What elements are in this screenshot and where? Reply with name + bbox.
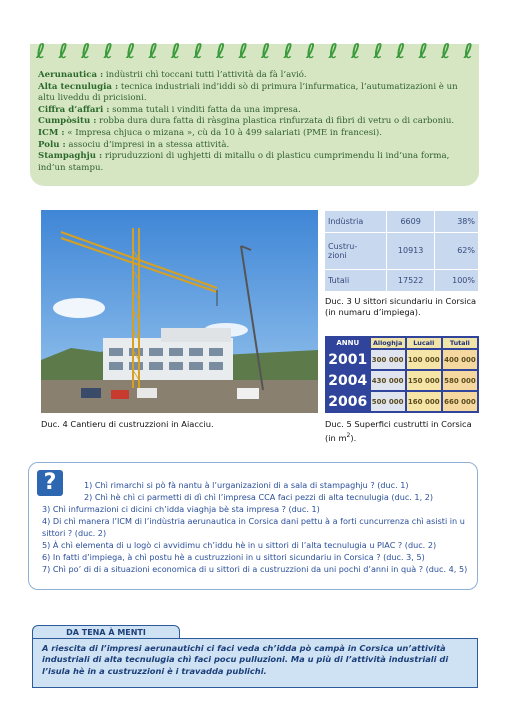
question-mark-icon: ? xyxy=(37,470,63,496)
table-row xyxy=(327,350,477,369)
surface-table xyxy=(325,336,479,413)
table-cell: 430 000 xyxy=(371,371,405,390)
table-cell: 17522 xyxy=(387,269,435,291)
table-header: Alloghja xyxy=(371,338,405,348)
table-cell: 500 000 xyxy=(371,392,405,411)
spiral-icon: ℓ xyxy=(261,39,271,63)
spiral-icon: ℓ xyxy=(351,39,361,63)
remember-box: A riescita di l’impresi aerunautichi ci faci veda ch’idda pò campà in Corsica un’attività industriali di alta tecnulugia chì faci pocu pulluzioni. Ma u più di l’attività industriali di l’isula hè in a custruzzioni è i travadda publichi. xyxy=(32,638,478,688)
spiral-icon: ℓ xyxy=(441,39,451,63)
question-item: 4) Di chì manera l’ICM di l’indùstria aerunautica in Corsica dani pettu à a forti cuncurrenza chì asisti in u sittori ? (duc. 2) xyxy=(42,516,465,538)
question-item: 3) Chì infurmazioni ci dicini ch’idda viaghja bè sta impresa ? (duc. 1) xyxy=(42,504,320,514)
employment-table xyxy=(324,210,479,292)
table-cell: 2004 xyxy=(328,372,368,389)
table-header: Tutali xyxy=(443,338,477,348)
table-cell: 580 000 xyxy=(443,371,477,390)
table-row xyxy=(327,371,477,390)
spiral-icon: ℓ xyxy=(328,39,338,63)
spiral-icon: ℓ xyxy=(396,39,406,63)
employment-table-caption: Duc. 3 U sittori sicundariu in Corsica (in numaru d’impiega). xyxy=(325,296,477,317)
glossary-text xyxy=(38,70,470,174)
spiral-icon: ℓ xyxy=(283,39,293,63)
question-item: 7) Chì po’ di di a situazioni economica di u sittori di a custruzzioni da uni pochi d’anni in quà ? (duc. 4, 5) xyxy=(42,564,468,574)
spiral-icon: ℓ xyxy=(148,39,158,63)
question-item: 2) Chì hè chì ci parmetti di dì chì l’impresa CCA faci pezzi di alta tecnulugia (duc. 1, 2) xyxy=(84,492,434,502)
spiral-icon: ℓ xyxy=(171,39,181,63)
table-cell: 2006 xyxy=(328,393,368,410)
table-header-row xyxy=(327,338,477,348)
photo-caption: Duc. 4 Cantieru di custruzzioni in Aiacciu. xyxy=(41,419,214,429)
table-cell: Custru- zioni xyxy=(325,233,387,270)
glossary-entry: Alta tecnulugia : tecnica industriali ind’iddi sò di primura l’infurmatica, l’autumatizazioni è un altu liveddu di pricisioni. xyxy=(38,81,458,104)
table-cell: 2001 xyxy=(328,351,368,368)
table-cell: Indùstria xyxy=(325,211,387,233)
table-cell: 400 000 xyxy=(443,350,477,369)
glossary-entry: Cumpòsitu : robba dura dura fatta di ràsgina plastica rinfurzata di fibri di vetru o di carboniu. xyxy=(38,116,455,127)
glossary-entry: Ciffra d’affari : somma tutali i vinditi fatta da una impresa. xyxy=(38,104,301,115)
spiral-icon: ℓ xyxy=(306,39,316,63)
table-cell: 160 000 xyxy=(407,392,441,411)
question-item: 6) In fatti d’impiega, à chì postu hè a custruzzioni in u sittori sicundariu in Corsica ? (duc. 3, 5) xyxy=(42,552,425,562)
table-cell: 38% xyxy=(435,211,479,233)
table-cell: 6609 xyxy=(387,211,435,233)
table-cell: 100% xyxy=(435,269,479,291)
spiral-icon: ℓ xyxy=(418,39,428,63)
table-cell: 62% xyxy=(435,233,479,270)
table-cell: 300 000 xyxy=(371,350,405,369)
spiral-icon: ℓ xyxy=(103,39,113,63)
surface-table-caption: Duc. 5 Superfici custrutti in Corsica (in $m^2$). xyxy=(325,419,472,443)
spiral-icon: ℓ xyxy=(58,39,68,63)
spiral-icon: ℓ xyxy=(238,39,248,63)
table-cell: 660 000 xyxy=(443,392,477,411)
table-header: Lucali xyxy=(407,338,441,348)
question-item: 5) À chì elementa di u logò ci avvidimu ch’iddu hè in u sittori di l’alta tecnulugia u PIAC ? (duc. 2) xyxy=(42,540,437,550)
table-cell: 150 000 xyxy=(407,371,441,390)
table-row xyxy=(325,269,479,291)
construction-photo xyxy=(41,210,318,413)
table-row xyxy=(327,392,477,411)
table-cell: 10913 xyxy=(387,233,435,270)
spiral-icon: ℓ xyxy=(463,39,473,63)
spiral-icon: ℓ xyxy=(216,39,226,63)
spiral-icon: ℓ xyxy=(373,39,383,63)
spiral-icon: ℓ xyxy=(126,39,136,63)
spiral-icon: ℓ xyxy=(193,39,203,63)
table-row xyxy=(325,233,479,270)
glossary-entry: Aerunautica : indùstrii chì toccani tutti l’attività da fà l’avió. xyxy=(38,70,307,80)
question-item: 1) Chì rimarchi si pò fà nantu à l’urganizazioni di a sala di stampaghju ? (duc. 1) xyxy=(84,480,409,490)
table-cell: Tutali xyxy=(325,269,387,291)
glossary-entry: Polu : associu d’impresi in a stessa attività. xyxy=(38,139,230,150)
glossary-entry: ICM : « Impresa chjuca o mizana », cù da 10 à 499 salariati (PME in francesi). xyxy=(38,127,383,138)
table-header: ANNU xyxy=(327,338,369,348)
remember-tab: DA TENA À MENTI xyxy=(32,625,180,640)
spiral-icon: ℓ xyxy=(36,39,46,63)
glossary-entry: Stampaghju : ripruduzzioni di ughjetti di mitallu o di plasticu cumprimendu li ind’una forma, ind’un stampu. xyxy=(38,151,450,173)
questions-list xyxy=(42,479,470,575)
table-row xyxy=(325,211,479,233)
table-cell: 100 000 xyxy=(407,350,441,369)
spiral-binding xyxy=(30,40,479,62)
spiral-icon: ℓ xyxy=(81,39,91,63)
